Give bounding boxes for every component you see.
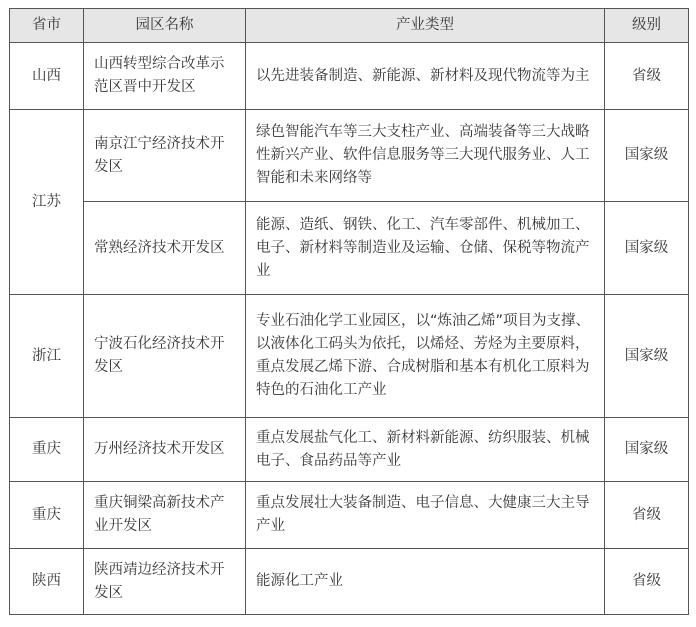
level-cell: 省级: [605, 482, 689, 549]
level-cell: 国家级: [605, 202, 689, 295]
park-name-cell: 陕西靖边经济技术开发区: [84, 549, 246, 615]
park-name-cell: 宁波石化经济技术开发区: [84, 295, 246, 418]
table-row: [10, 110, 689, 202]
header-park-name: 园区名称: [84, 9, 246, 43]
industry-cell: 能源化工产业: [246, 549, 605, 615]
table-row: [10, 43, 689, 110]
level-cell: 省级: [605, 43, 689, 110]
table-row: [10, 482, 689, 549]
province-cell: 山西: [10, 43, 84, 110]
province-cell: 重庆: [10, 482, 84, 549]
province-cell: 重庆: [10, 418, 84, 482]
industry-cell: 绿色智能汽车等三大支柱产业、高端装备等三大战略性新兴产业、软件信息服务等三大现代服务业、人工智能和未来网络等: [246, 110, 605, 202]
park-name-cell: 山西转型综合改革示范区晋中开发区: [84, 43, 246, 110]
park-name-cell: 重庆铜梁高新技术产业开发区: [84, 482, 246, 549]
park-name-cell: 万州经济技术开发区: [84, 418, 246, 482]
table-row: [10, 549, 689, 615]
level-cell: 省级: [605, 549, 689, 615]
industry-cell: 能源、造纸、钢铁、化工、汽车零部件、机械加工、电子、新材料等制造业及运输、仓储、保税等物流产业: [246, 202, 605, 295]
table-row: [10, 295, 689, 418]
industry-cell: 专业石油化学工业园区，以“炼油乙烯”项目为支撑、以液体化工码头为依托，以烯烃、芳烃为主要原料，重点发展乙烯下游、合成树脂和基本有机化工原料为特色的石油化工产业: [246, 295, 605, 418]
industry-cell: 重点发展壮大装备制造、电子信息、大健康三大主导产业: [246, 482, 605, 549]
level-cell: 国家级: [605, 295, 689, 418]
industry-cell: 重点发展盐气化工、新材料新能源、纺织服装、机械电子、食品药品等产业: [246, 418, 605, 482]
level-cell: 国家级: [605, 110, 689, 202]
province-cell: 浙江: [10, 295, 84, 418]
park-name-cell: 常熟经济技术开发区: [84, 202, 246, 295]
province-cell: 江苏: [10, 110, 84, 295]
industry-cell: 以先进装备制造、新能源、新材料及现代物流等为主: [246, 43, 605, 110]
table-header-row: [10, 9, 689, 43]
table-row: [10, 202, 689, 295]
header-province: 省市: [10, 9, 84, 43]
header-level: 级别: [605, 9, 689, 43]
province-cell: 陕西: [10, 549, 84, 615]
table-row: [10, 418, 689, 482]
level-cell: 国家级: [605, 418, 689, 482]
park-name-cell: 南京江宁经济技术开发区: [84, 110, 246, 202]
header-industry-type: 产业类型: [246, 9, 605, 43]
industrial-parks-table: [9, 8, 689, 615]
